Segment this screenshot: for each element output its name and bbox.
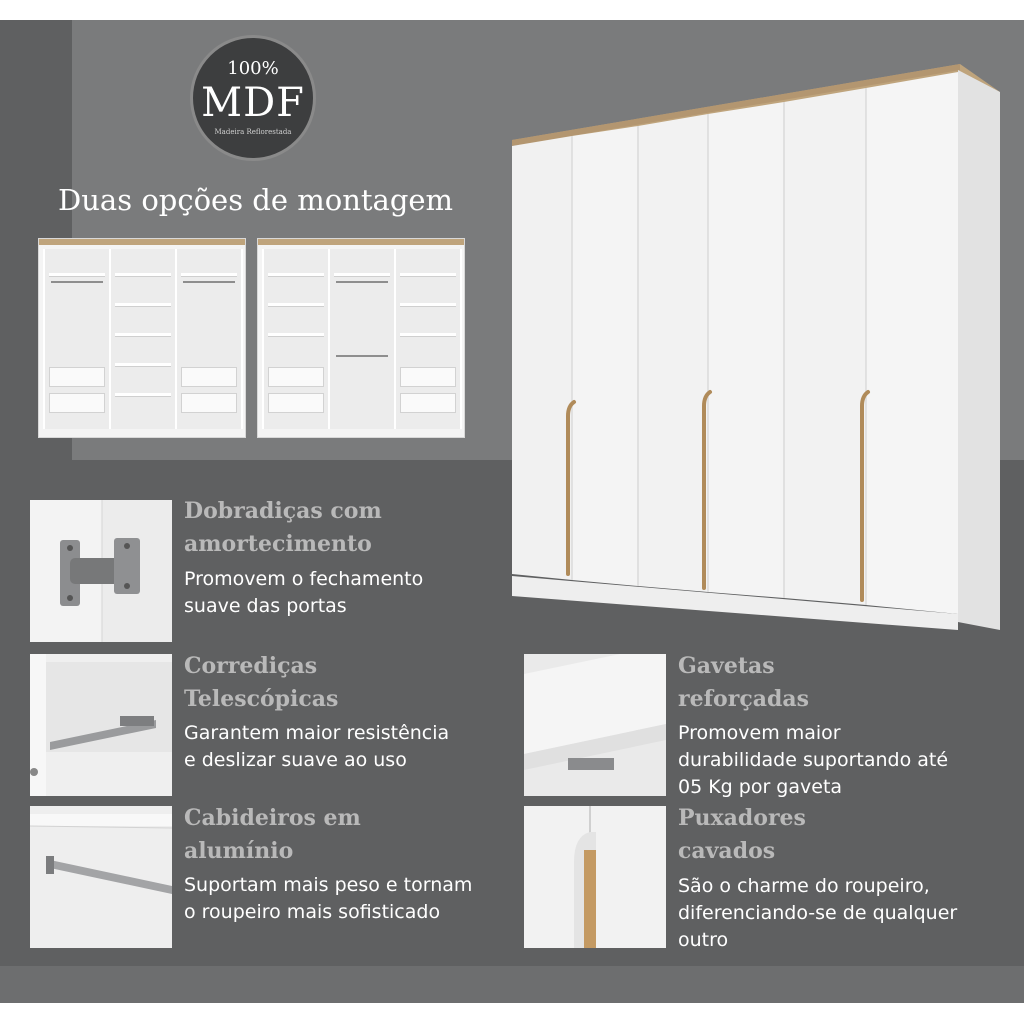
feature-slides-description: Garantem maior resistência e deslizar suave ao uso (184, 722, 450, 771)
hanger-rail-thumbnail (30, 806, 172, 948)
assembly-options-heading: Duas opções de montagem (58, 183, 454, 217)
badge-percent: 100% (227, 58, 279, 79)
assembly-option-2-image (257, 238, 465, 438)
hinge-thumbnail (30, 500, 172, 642)
feature-handles-title: Puxadores cavados (678, 805, 806, 864)
assembly-option-1-image (38, 238, 246, 438)
feature-rail-description: Suportam mais peso e tornam o roupeiro mais sofisticado (184, 874, 473, 923)
wardrobe-image (510, 62, 1000, 634)
feature-drawers-title: Gavetas reforçadas (678, 653, 809, 712)
feature-drawers-description: Promovem maior durabilidade suportando até 05 Kg por gaveta (678, 722, 949, 798)
feature-handles-description: São o charme do roupeiro, diferenciando-se de qualquer outro (678, 875, 958, 951)
feature-slides-title: Corrediças Telescópicas (184, 653, 339, 712)
mdf-badge (190, 35, 316, 161)
badge-subtitle: Madeira Reflorestada (214, 128, 292, 136)
feature-hinges-title: Dobradiças com amortecimento (184, 498, 382, 557)
handle-thumbnail (524, 806, 666, 948)
feature-rail-title: Cabideiros em alumínio (184, 805, 361, 864)
floor-strip (0, 966, 1024, 1003)
drawer-thumbnail (524, 654, 666, 796)
feature-hinges-description: Promovem o fechamento suave das portas (184, 568, 424, 617)
slide-thumbnail (30, 654, 172, 796)
badge-mdf: MDF (201, 80, 305, 126)
